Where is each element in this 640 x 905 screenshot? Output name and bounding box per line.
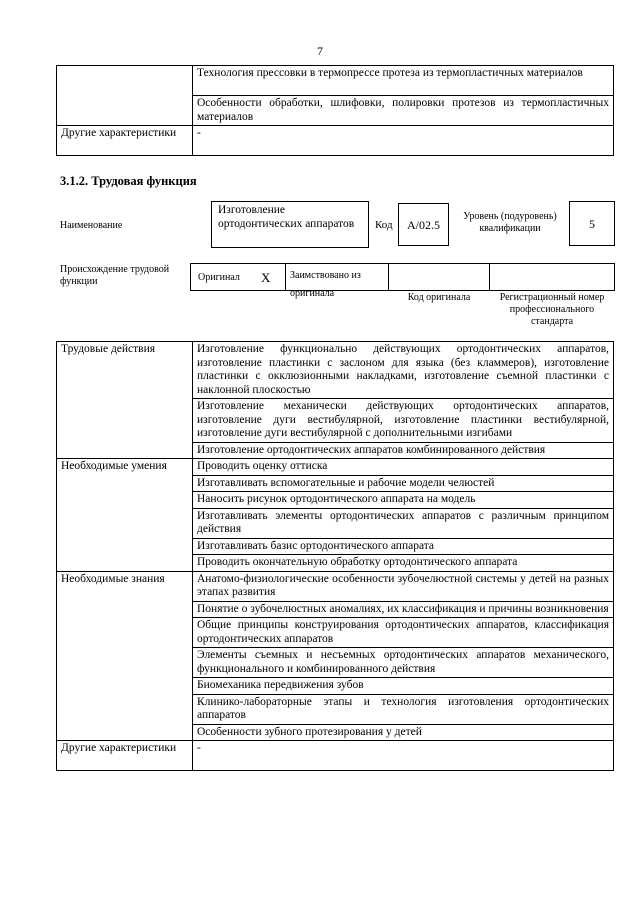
section-title: 3.1.2. Трудовая функция bbox=[60, 174, 197, 188]
table-cell: Наносить рисунок ортодонтического аппарата на модель bbox=[193, 492, 614, 509]
original-code-cell bbox=[388, 263, 490, 291]
table-cell: Проводить окончательную обработку ортодонтического аппарата bbox=[193, 555, 614, 572]
table-cell: Технология прессовки в термопрессе протеза из термопластичных материалов bbox=[193, 66, 614, 96]
page-number: 7 bbox=[317, 44, 323, 58]
table-cell: Изготавливать базис ортодонтического аппарата bbox=[193, 538, 614, 555]
table-cell: Элементы съемных и несъемных ортодонтических аппаратов механического, функционального и комбинированного действия bbox=[193, 648, 614, 678]
row-label: Необходимые умения bbox=[57, 459, 193, 572]
code-value: A/02.5 bbox=[407, 218, 440, 232]
reg-number-cell bbox=[489, 263, 615, 291]
table-cell: - bbox=[193, 126, 614, 156]
table-cell: Изготовление функционально действующих ортодонтических аппаратов, изготовление пластинки с заслоном для языка (без кламмеров), изготовление пластинки с окклюзионными накладками, изготовление съемной пластинки с наклонной плоскостью bbox=[193, 342, 614, 399]
table-cell: Общие принципы конструирования ортодонтических аппаратов, классификация ортодонтических аппаратов bbox=[193, 618, 614, 648]
level-label: Уровень (подуровень) квалификации bbox=[463, 211, 557, 234]
table-cell: Анатомо-физиологические особенности зубочелюстной системы у детей на разных этапах развития bbox=[193, 571, 614, 601]
table-cell: Изготавливать элементы ортодонтических аппаратов с различным принципом действия bbox=[193, 508, 614, 538]
table-cell: Клинико-лабораторные этапы и технология изготовления ортодонтических аппаратов bbox=[193, 694, 614, 724]
original-mark: X bbox=[261, 270, 271, 285]
row-label: Другие характеристики bbox=[57, 126, 193, 156]
main-table bbox=[56, 341, 614, 771]
reg-caption: Регистрационный номер профессионального стандарта bbox=[499, 292, 605, 327]
code-value-box bbox=[398, 203, 449, 246]
table-cell: Изготавливать вспомогательные и рабочие модели челюстей bbox=[193, 475, 614, 492]
code-caption: Код оригинала bbox=[407, 292, 471, 303]
table-cell: Особенности обработки, шлифовки, полировки протезов из термопластичных материалов bbox=[193, 96, 614, 126]
table-cell: Изготовление ортодонтических аппаратов комбинированного действия bbox=[193, 442, 614, 459]
origin-label: Происхождение трудовой функции bbox=[60, 264, 170, 287]
function-name-value: Изготовление ортодонтических аппаратов bbox=[218, 204, 355, 230]
table-cell: Изготовление механически действующих ортодонтических аппаратов, изготовление дуги вестибулярной, изготовление пластинки вестибулярной, изготовление дуги вестибулярной с дополнительными изгибами bbox=[193, 399, 614, 443]
level-value-box bbox=[569, 201, 615, 246]
borrowed-cell bbox=[285, 263, 389, 299]
row-label: Другие характеристики bbox=[57, 741, 193, 771]
row-label: Трудовые действия bbox=[57, 342, 193, 459]
name-label: Наименование bbox=[60, 220, 123, 231]
code-label: Код bbox=[375, 219, 393, 231]
table-cell: Проводить оценку оттиска bbox=[193, 459, 614, 476]
level-value: 5 bbox=[589, 217, 595, 231]
row-label bbox=[57, 66, 193, 126]
row-label: Необходимые знания bbox=[57, 571, 193, 741]
table-cell: Понятие о зубочелюстных аномалиях, их классификация и причины возникновения bbox=[193, 601, 614, 618]
original-label: Оригинал bbox=[198, 272, 240, 283]
table-cell: Особенности зубного протезирования у детей bbox=[193, 724, 614, 741]
borrowed-label: Заимствовано из оригинала bbox=[290, 270, 361, 299]
original-cell bbox=[190, 263, 286, 291]
table-cell: - bbox=[193, 741, 614, 771]
table-cell: Биомеханика передвижения зубов bbox=[193, 678, 614, 695]
top-table bbox=[56, 65, 614, 156]
function-name-box bbox=[211, 201, 369, 248]
